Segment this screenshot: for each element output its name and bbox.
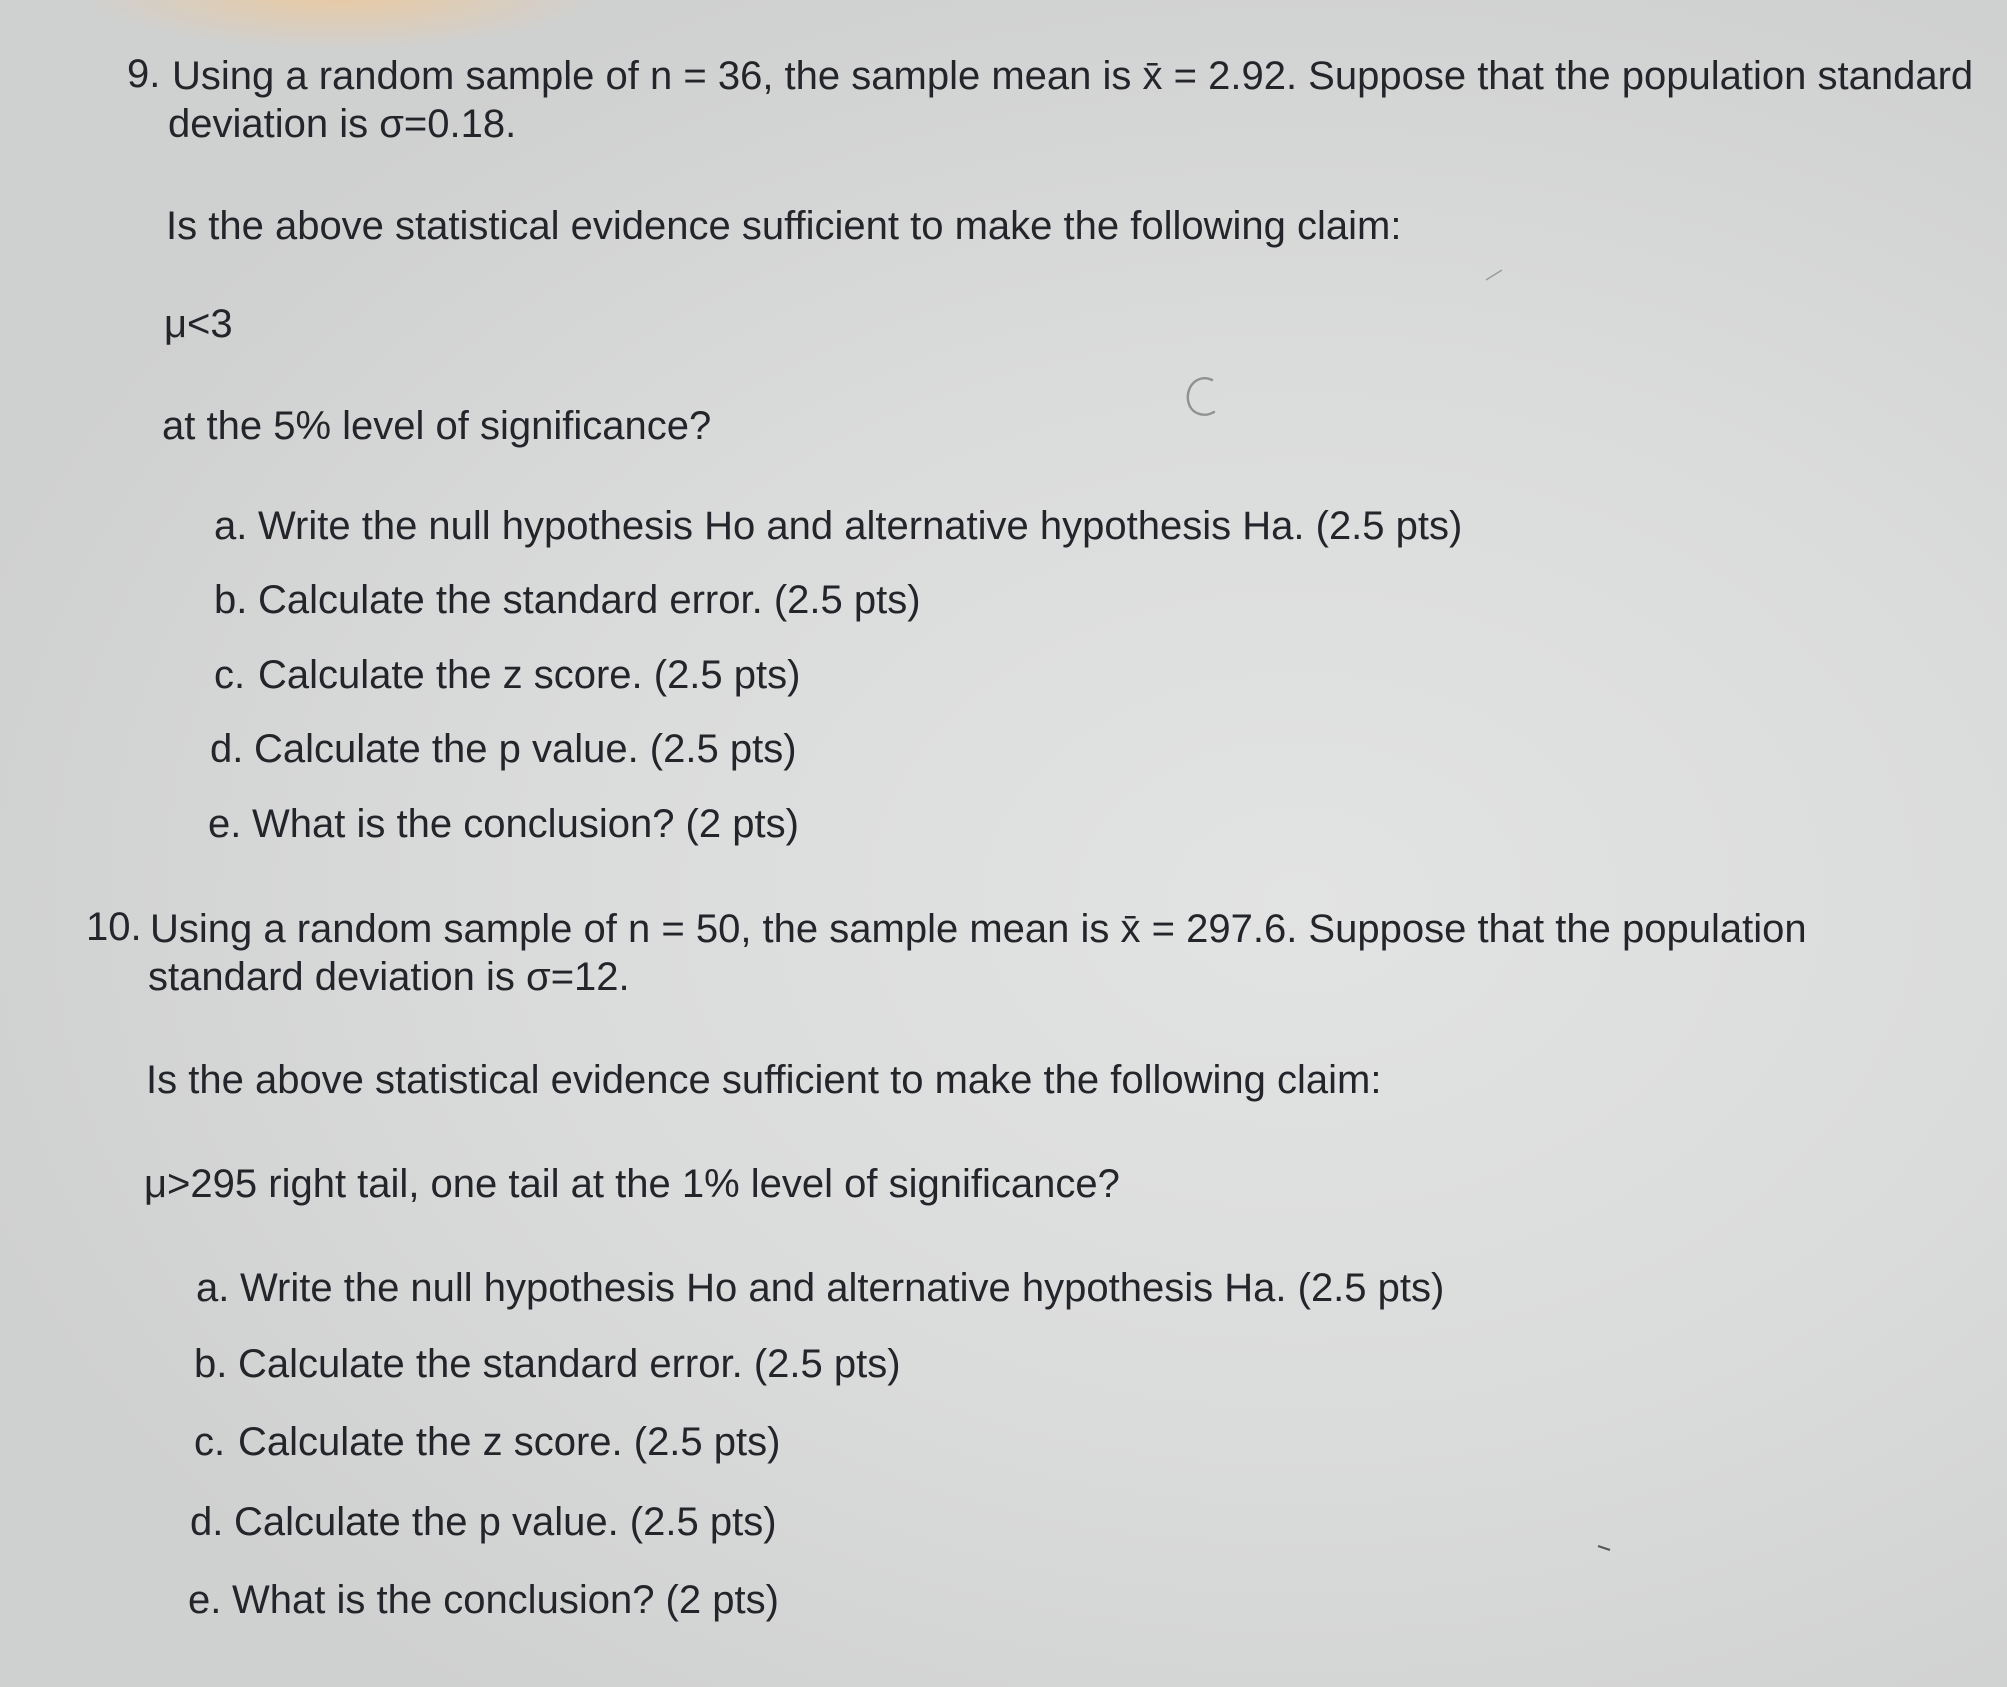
question-stem-line1: Using a random sample of n = 36, the sample mean is x̄ = 2.92. Suppose that the population standard: [172, 54, 1974, 98]
question-prompt: Is the above statistical evidence sufficient to make the following claim:: [166, 204, 1402, 248]
subquestion-label: d.: [190, 1500, 224, 1544]
question-stem-line2: deviation is σ=0.18.: [168, 102, 517, 146]
subquestion-c: [214, 653, 800, 698]
subquestion-text: Write the null hypothesis Ho and alternative hypothesis Ha. (2.5 pts): [258, 504, 1463, 548]
subquestion-label: b.: [214, 578, 248, 622]
subquestion-label: d.: [210, 727, 244, 771]
question-claim: μ>295 right tail, one tail at the 1% level of significance?: [144, 1162, 1120, 1206]
subquestion-a: [214, 504, 1462, 549]
subquestion-label: c.: [194, 1420, 226, 1464]
subquestion-label: e.: [208, 802, 242, 846]
subquestion-b: [214, 578, 921, 623]
question-stem-line2: standard deviation is σ=12.: [148, 955, 630, 999]
subquestion-text: What is the conclusion? (2 pts): [232, 1578, 779, 1622]
subquestion-label: c.: [214, 653, 246, 697]
subquestion-c: [194, 1420, 780, 1465]
subquestion-d: [210, 727, 797, 772]
subquestion-label: a.: [214, 504, 248, 548]
subquestion-text: Calculate the z score. (2.5 pts): [238, 1420, 781, 1464]
subquestion-text: Calculate the p value. (2.5 pts): [254, 727, 797, 771]
subquestion-text: Calculate the z score. (2.5 pts): [258, 653, 801, 697]
question-significance: at the 5% level of significance?: [162, 404, 712, 448]
subquestion-label: a.: [196, 1266, 230, 1310]
subquestion-a: [196, 1266, 1444, 1311]
subquestion-e: [208, 802, 799, 847]
subquestion-text: Calculate the p value. (2.5 pts): [234, 1500, 777, 1544]
stray-mark-icon: [1596, 1540, 1616, 1562]
subquestion-text: Calculate the standard error. (2.5 pts): [238, 1342, 901, 1386]
subquestion-e: [188, 1578, 779, 1623]
subquestion-text: Write the null hypothesis Ho and alternative hypothesis Ha. (2.5 pts): [240, 1266, 1445, 1310]
question-number: 10.: [86, 905, 142, 949]
subquestion-text: Calculate the standard error. (2.5 pts): [258, 578, 921, 622]
stray-mark-icon: [1484, 268, 1504, 282]
subquestion-text: What is the conclusion? (2 pts): [252, 802, 799, 846]
question-prompt: Is the above statistical evidence sufficient to make the following claim:: [146, 1058, 1382, 1102]
pencil-mark-c-icon: [1182, 372, 1222, 422]
question-number: 9.: [127, 52, 161, 96]
subquestion-d: [190, 1500, 777, 1545]
subquestion-b: [194, 1342, 901, 1387]
question-stem-line1: Using a random sample of n = 50, the sample mean is x̄ = 297.6. Suppose that the population: [150, 907, 1807, 951]
subquestion-label: b.: [194, 1342, 228, 1386]
question-claim: μ<3: [164, 302, 233, 346]
subquestion-label: e.: [188, 1578, 222, 1622]
